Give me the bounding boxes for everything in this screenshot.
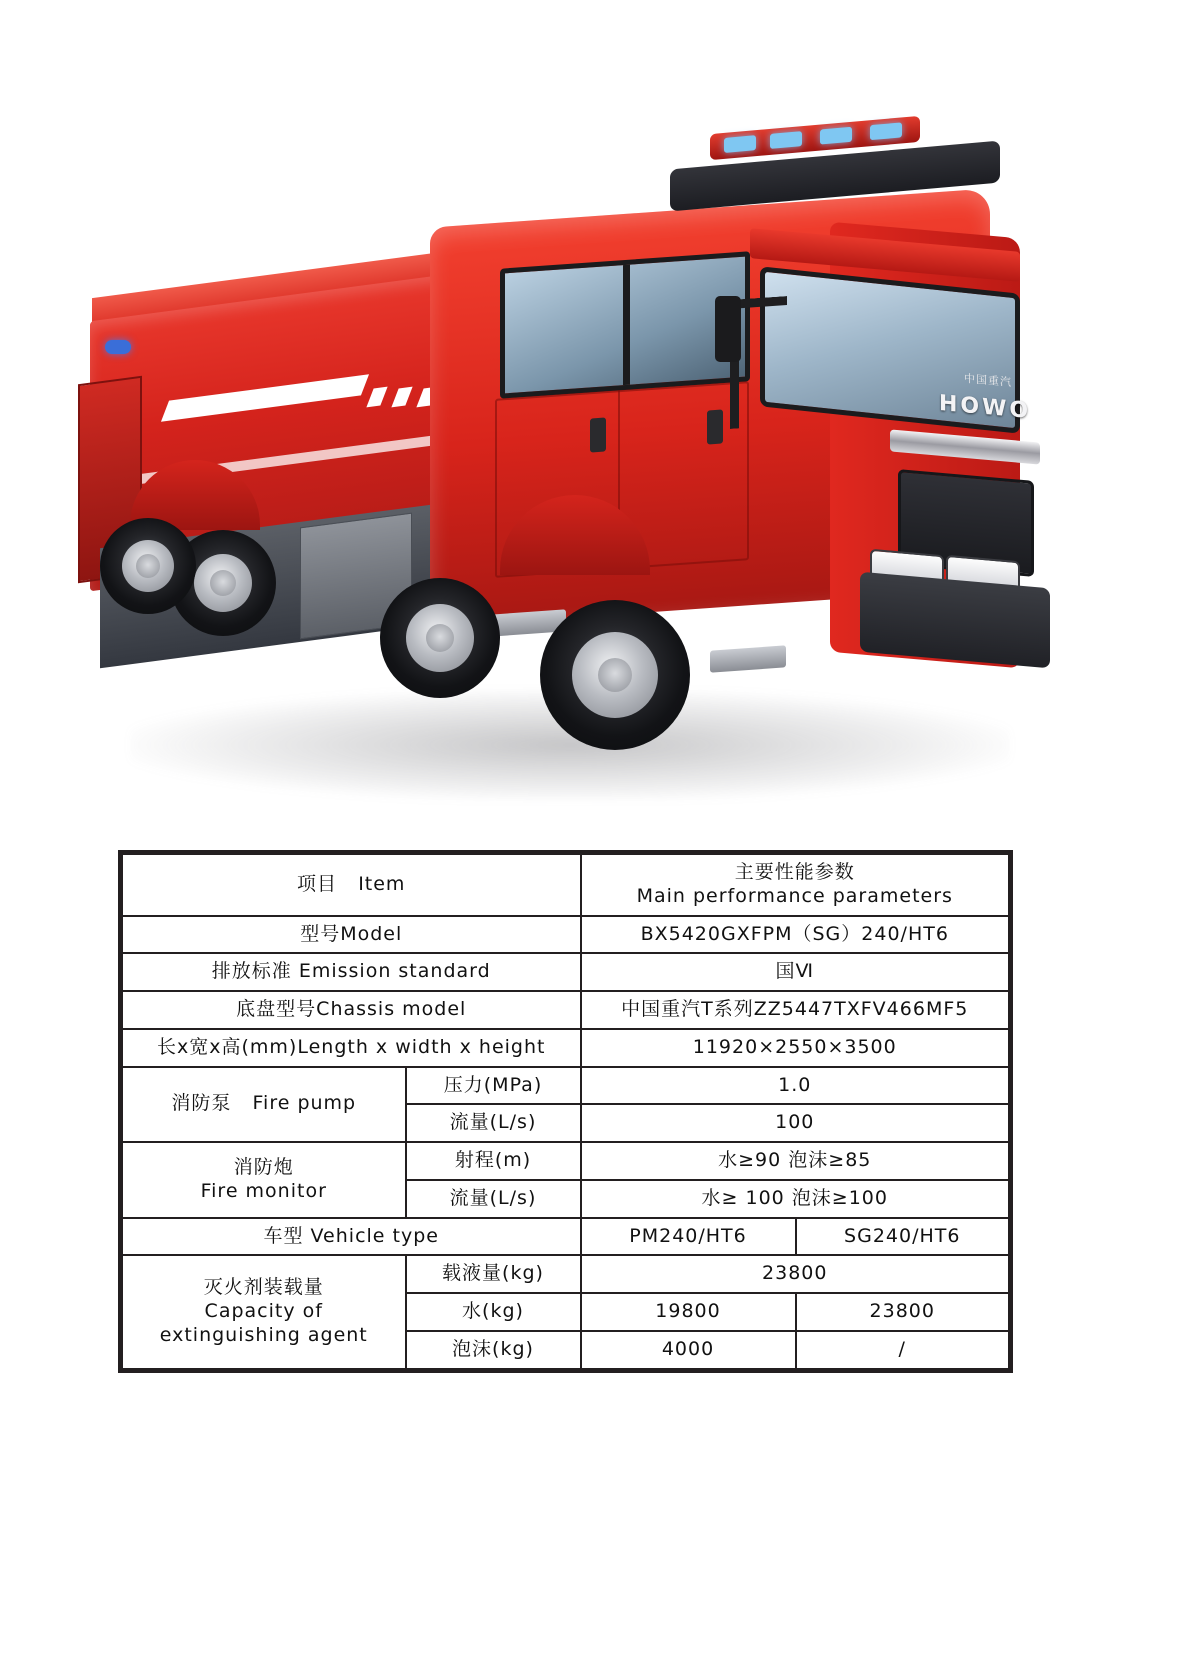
window-divider	[623, 265, 630, 385]
row-value-model: BX5420GXFPM（SG）240/HT6	[581, 916, 1011, 954]
capacity-water-label: 水(kg)	[406, 1293, 581, 1331]
fire-monitor-label-cn: 消防炮	[233, 1156, 294, 1178]
row-value-chassis: 中国重汽T系列ZZ5447TXFV466MF5	[581, 991, 1011, 1029]
table-header-row	[121, 853, 1011, 916]
wheel-hub	[598, 658, 632, 692]
fire-truck-illustration	[70, 100, 1110, 800]
specification-table	[118, 850, 1013, 1373]
header-item-cn: 项目	[297, 872, 338, 895]
door-handle	[590, 417, 606, 452]
fire-monitor-label-en: Fire monitor	[200, 1179, 327, 1202]
capacity-foam-col2: /	[796, 1331, 1011, 1370]
chassis-brand-logo: HOWO	[938, 390, 1032, 425]
fire-monitor-range-label: 射程(m)	[406, 1142, 581, 1180]
cab-step	[710, 645, 786, 672]
rear-wheel	[100, 518, 196, 614]
fire-monitor-flow-value: 水≥ 100 泡沫≥100	[581, 1180, 1011, 1218]
header-item-cell	[121, 853, 581, 916]
table-row	[121, 916, 1011, 954]
front-bumper	[860, 572, 1050, 669]
row-label-fire-pump	[121, 1067, 406, 1143]
fire-pump-flow-value: 100	[581, 1104, 1011, 1142]
row-label-vehicle-type: 车型 Vehicle type	[121, 1218, 581, 1256]
fire-monitor-range-value: 水≥90 泡沫≥85	[581, 1142, 1011, 1180]
fire-pump-pressure-value: 1.0	[581, 1067, 1011, 1105]
capacity-foam-label: 泡沫(kg)	[406, 1331, 581, 1370]
vehicle-type-col2: SG240/HT6	[796, 1218, 1011, 1256]
row-value-dimensions: 11920×2550×3500	[581, 1029, 1011, 1067]
capacity-label-en1: Capacity of	[204, 1300, 323, 1322]
spec-table-container	[118, 850, 1008, 1373]
side-mirror	[715, 296, 741, 362]
capacity-water-col1: 19800	[581, 1293, 796, 1331]
table-row	[121, 1255, 1011, 1293]
fire-pump-label-en: Fire pump	[252, 1092, 357, 1115]
fire-pump-flow-label: 流量(L/s)	[406, 1104, 581, 1142]
wheel-hub	[210, 570, 236, 596]
capacity-liquid-label: 载液量(kg)	[406, 1255, 581, 1293]
row-label-capacity	[121, 1255, 406, 1370]
lightbar-lens	[770, 131, 802, 149]
fire-pump-pressure-label: 压力(MPa)	[406, 1067, 581, 1105]
fire-monitor-flow-label: 流量(L/s)	[406, 1180, 581, 1218]
row-label-chassis: 底盘型号Chassis model	[121, 991, 581, 1029]
second-axle-wheel	[380, 578, 500, 698]
row-label-model: 型号Model	[121, 916, 581, 954]
chassis-brand-cn: 中国重汽	[964, 371, 1012, 390]
row-value-emission: 国Ⅵ	[581, 953, 1011, 991]
vehicle-type-col1: PM240/HT6	[581, 1218, 796, 1256]
table-row	[121, 1218, 1011, 1256]
header-item-en: Item	[358, 872, 406, 895]
header-params-cell	[581, 853, 1011, 916]
capacity-water-col2: 23800	[796, 1293, 1011, 1331]
front-wheel	[540, 600, 690, 750]
wheel-hub	[136, 554, 160, 578]
table-row	[121, 1029, 1011, 1067]
side-window	[500, 251, 750, 398]
table-row	[121, 1067, 1011, 1105]
capacity-label-cn: 灭火剂装载量	[203, 1276, 324, 1299]
table-row	[121, 991, 1011, 1029]
door-handle	[707, 409, 723, 444]
capacity-label-en2: extinguishing agent	[159, 1323, 368, 1346]
header-params-en: Main performance parameters	[636, 884, 953, 907]
rear-beacon-light	[105, 340, 131, 354]
fire-pump-label-cn: 消防泵	[171, 1092, 232, 1115]
header-params-cn: 主要性能参数	[734, 861, 855, 883]
lightbar-lens	[724, 135, 756, 153]
row-label-emission: 排放标准 Emission standard	[121, 953, 581, 991]
capacity-liquid-value: 23800	[581, 1255, 1011, 1293]
wheel-hub	[426, 624, 454, 652]
capacity-foam-col1: 4000	[581, 1331, 796, 1370]
row-label-fire-monitor	[121, 1142, 406, 1218]
table-row	[121, 1142, 1011, 1180]
lightbar-lens	[870, 122, 902, 140]
row-label-dimensions: 长x宽x高(mm)Length x width x height	[121, 1029, 581, 1067]
lightbar-lens	[820, 127, 852, 145]
table-row	[121, 953, 1011, 991]
